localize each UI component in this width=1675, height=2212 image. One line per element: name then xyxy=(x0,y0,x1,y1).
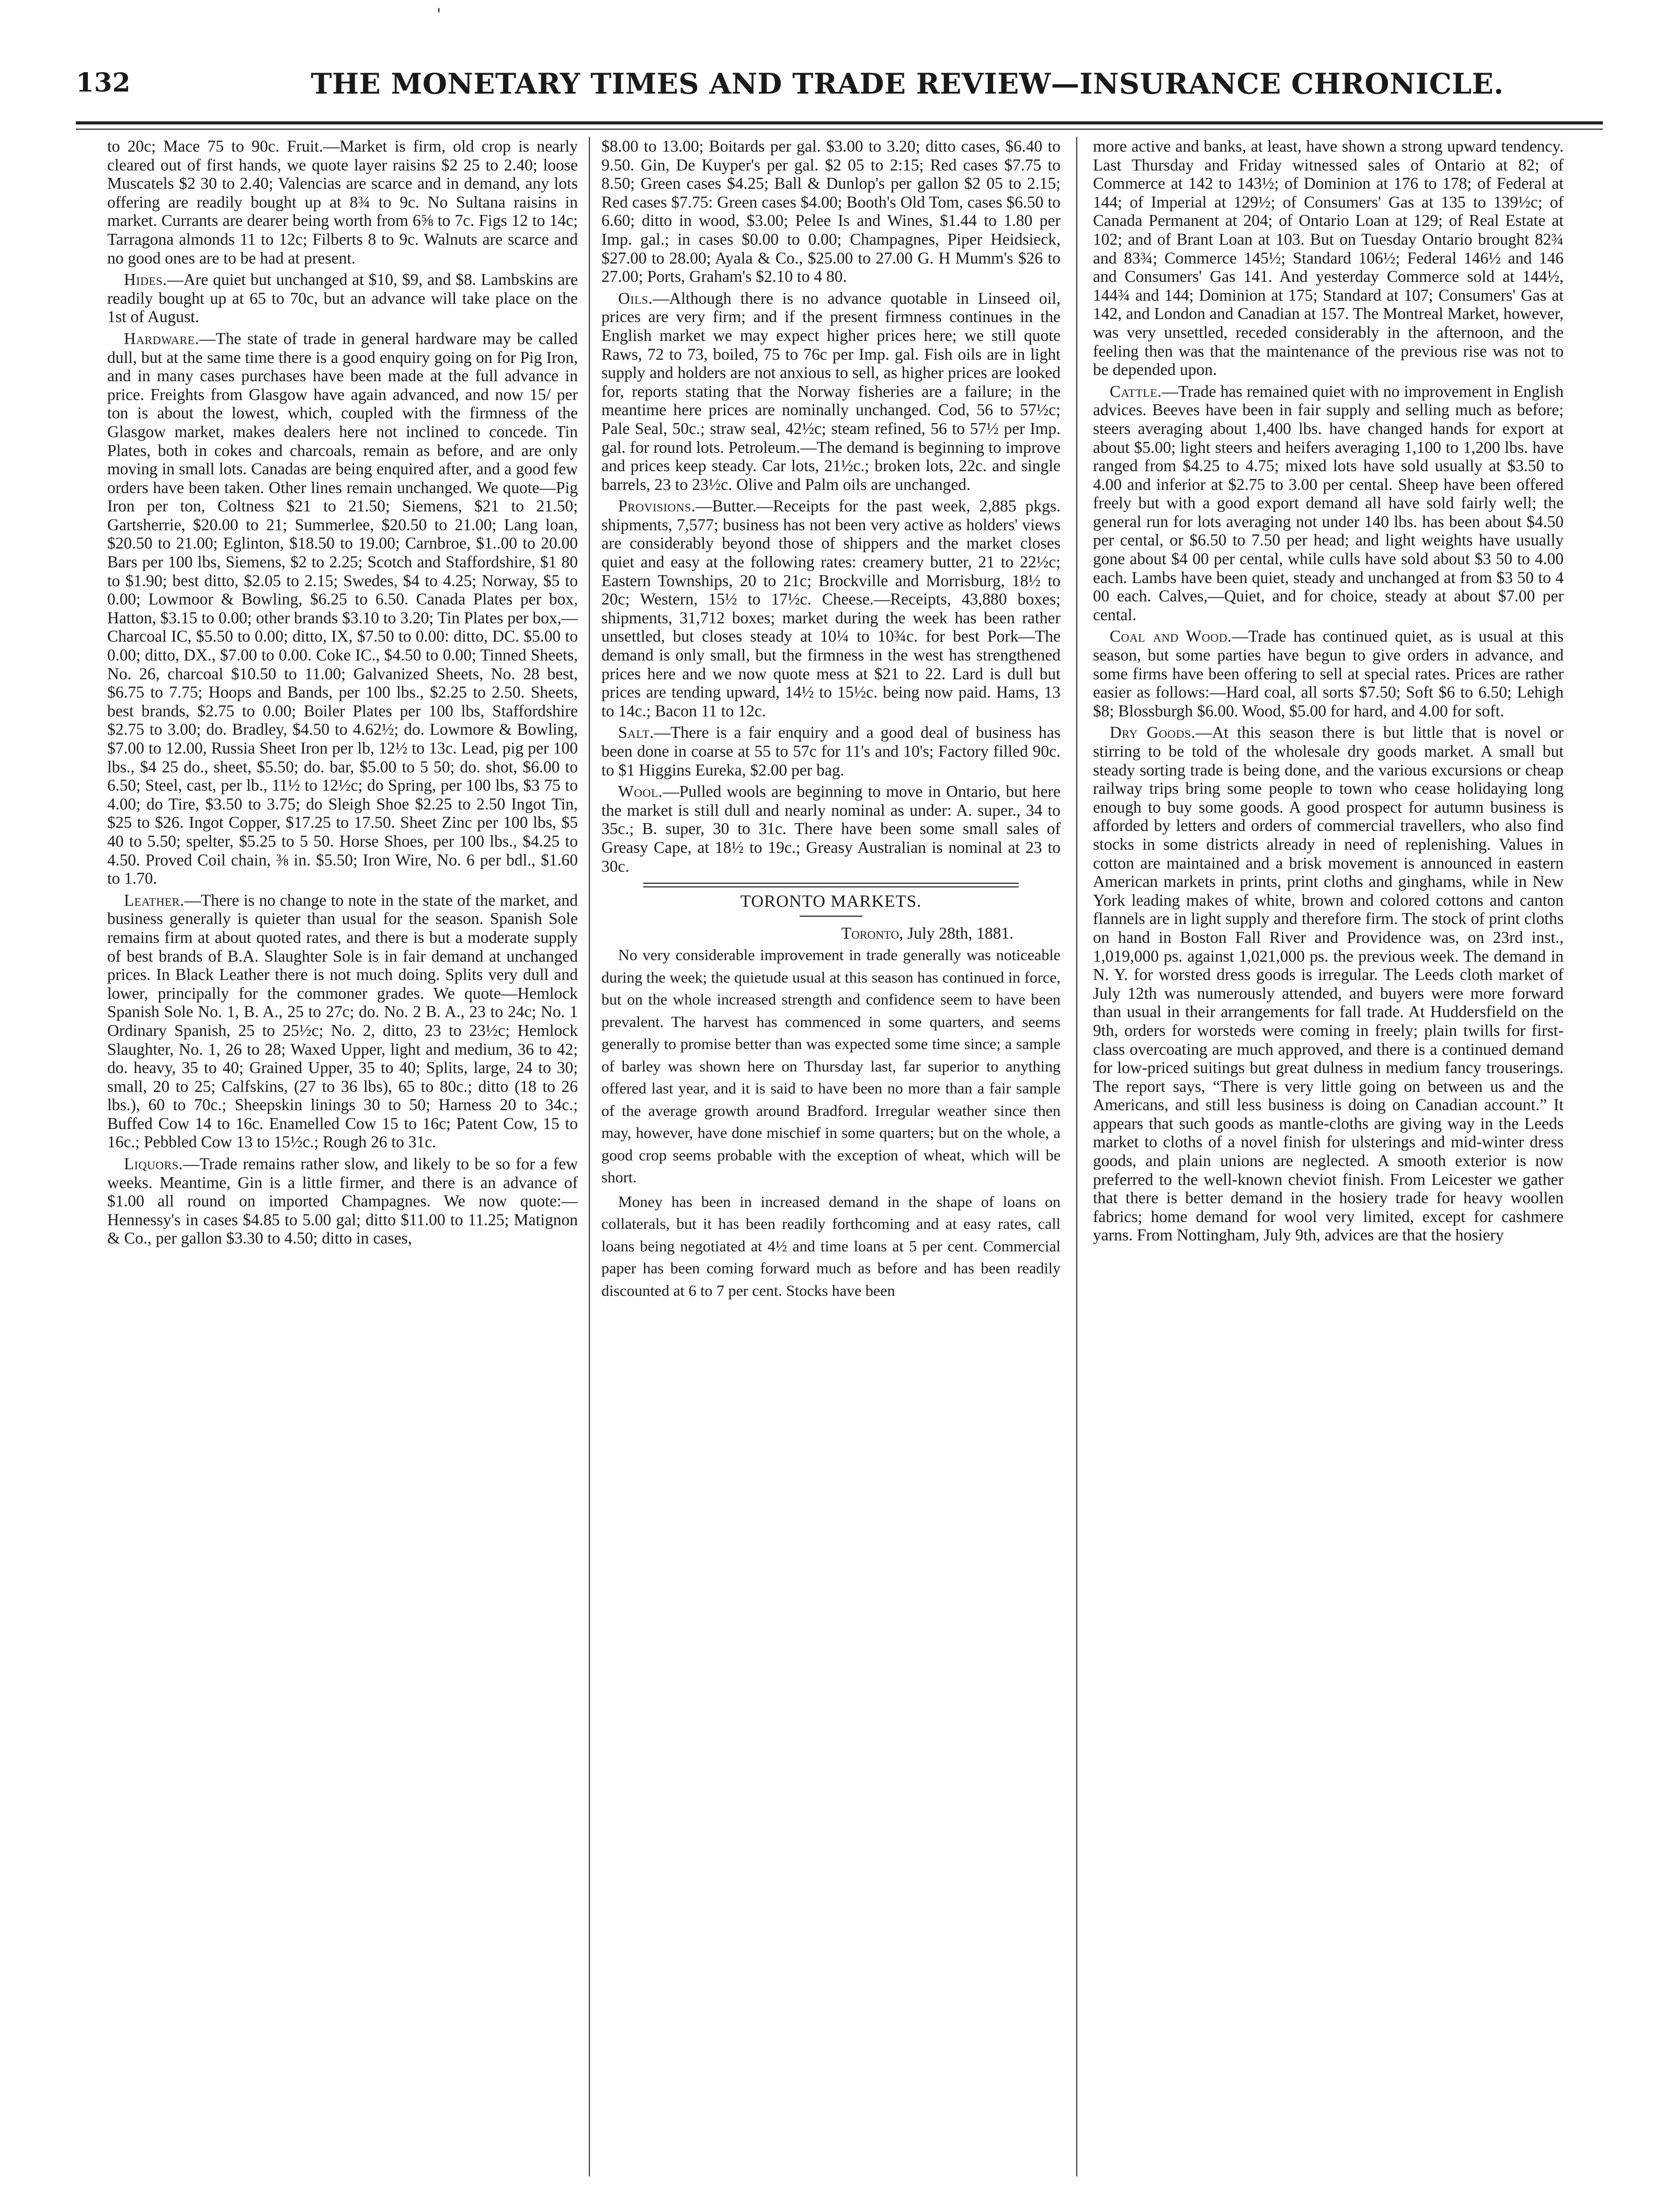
column-2 xyxy=(601,137,1061,2187)
page-number: 132 xyxy=(76,67,131,98)
running-title: THE MONETARY TIMES AND TRADE REVIEW—INSURANCE CHRONICLE. xyxy=(311,67,1504,100)
oils-text: —Although there is no advance quotable in Linseed oil, prices are very firm; and if the present firmness continues in the English market we may expect higher prices here; we still quote Raws, 72 to 73, boiled, 75 to 76c per Imp. gal. Fish oils are in light supply and holders are not anxious to sell, as higher prices are looked for, reports stating that the Norway fisheries are a failure; in the meantime here prices are nominally unchanged. Cod, 56 to 57½c; Pale Seal, 50c.; straw seal, 42½c; steam refined, 56 to 57½ per Imp. gal. for round lots. Petroleum.—The demand is beginning to improve and prices keep steady. Car lots, 21½c.; broken lots, 22c. and single barrels, 23 to 23½c. Olive and Palm oils are unchanged. xyxy=(601,289,1061,494)
hides-heading: Hides. xyxy=(124,270,167,289)
header-rule-thin xyxy=(76,129,1603,130)
header-rule-thick xyxy=(76,121,1603,124)
liquors-text: —Trade remains rather slow, and likely to be so for a few weeks. Meantime, Gin is a little firmer, and there is an advance of $1.00 all round on imported Champagnes. We now quote:—Hennessy's in cases $4.85 to 5.00 gal; ditto $11.00 to 11.25; Matignon & Co., per gallon $3.30 to 4.50; ditto in cases, xyxy=(107,1155,578,1248)
leather-heading: Leather. xyxy=(124,891,185,909)
hides-paragraph xyxy=(107,270,578,326)
wool-heading: Wool. xyxy=(618,782,663,801)
toronto-markets-body xyxy=(601,944,1061,1302)
salt-paragraph xyxy=(601,723,1061,779)
wool-text: —Pulled wools are beginning to move in Ontario, but here the market is still dull and nearly nominal as under: A. super., 34 to 35c.; B. super, 30 to 31c. There have been some small sales of Greasy Cape, at 18½ to 19c.; Greasy Australian is nominal at 23 to 30c. xyxy=(601,782,1061,875)
coal-wood-heading: Coal and Wood. xyxy=(1110,627,1232,646)
hardware-heading: Hardware. xyxy=(124,329,199,348)
section-divider xyxy=(643,883,1019,887)
salt-text: —There is a fair enquiry and a good deal of business has been done in coarse at 55 to 57c for 11's and 10's; Factory filled 90c. to $1 Higgins Eureka, $2.00 per bag. xyxy=(601,723,1061,779)
provisions-paragraph xyxy=(601,497,1061,720)
hardware-text: —The state of trade in general hardware may be called dull, but at the same time there is a good enquiry going on for Pig Iron, and in many cases purchases have been made at the full advance in price. Freights from Glasgow have again advanced, and now 15/ per ton is about the lowest, which, coupled with the firmness of the Glasgow market, makes dealers here not inclined to concede. Tin Plates, both in cokes and charcoals, remain as before, and are only moving in small lots. Canadas are being enquired after, and a good few orders have been taken. Other lines remain unchanged. We quote—Pig Iron per ton, Coltness $21 to 21.50; Siemens, $21 to 21.50; Gartsherrie, $20.00 to 21; Summerlee, $20.50 to 21.00; Lang loan, $20.50 to 21.00; Eglinton, $18.50 to 19.00; Carnbroe, $1..00 to 20.00 Bars per 100 lbs, Siemens, $2 to 2.25; Scotch and Staffordshire, $1 80 to $1.90; best ditto, $2.05 to 2.15; Swedes, $4 to 4.25; Norway, $5 to 0.00; Lowmoor & Bowling, $6.25 to 6.50. Canada Plates per box, Hatton, $3.15 to 0.00; other brands $3.10 to 3.20; Tin Plates per box,—Charcoal IC, $5.50 to 0.00; ditto, IX, $7.50 to 0.00: ditto, DC. $5.00 to 0.00; ditto, DX., $7.00 to 0.00. Coke IC., $4.50 to 0.00; Tinned Sheets, No. 26, charcoal $10.50 to 11.00; Galvanized Sheets, No. 28 best, $6.75 to 7.75; Hoops and Bands, per 100 lbs., $2.25 to 2.50. Sheets, best brands, $2.75 to 0.00; Boiler Plates per 100 lbs, Staffordshire $2.75 to 3.00; do. Bradley, $4.50 to 4.62½; do. Lowmore & Bowling, $7.00 to 12.00, Russia Sheet Iron per lb, 12½ to 13c. Lead, pig per 100 lbs., $4 25 do., sheet, $5.50; do. bar, $5.00 to 5 50; do. shot, $6.00 to 6.50; Steel, cast, per lb., 11½ to 12½c; do Spring, per 100 lbs, $3 75 to 4.00; do Tire, $3.50 to 3.75; do Sleigh Shoe $2.25 to 2.50 Ingot Tin, $25 to $26. Ingot Copper, $17.25 to 17.50. Sheet Zinc per 100 lbs, $5 40 to 5.50; spelter, $5.25 to 5 50. Horse Shoes, per 100 lbs., $4.25 to 4.50. Proved Coil chain, ⅜ in. $5.50; Iron Wire, No. 6 per bdl., $1.60 to 1.70. xyxy=(107,329,578,888)
coal-wood-paragraph xyxy=(1093,627,1564,720)
toronto-paragraph-2: Money has been in increased demand in the shape of loans on collaterals, but it has been readily forthcoming and at easy rates, call loans being negotiated at 4½ and time loans at 5 per cent. Commercial paper has been coming forward much as before and has been readily discounted at 6 to 7 per cent. Stocks have been xyxy=(601,1193,1061,1299)
coal-wood-text: —Trade has continued quiet, as is usual at this season, but some parties have begun to give orders in advance, and some firms have been offering to sell at special rates. Prices are rather easier as follows:—Hard coal, all sorts $7.50; Soft $6 to 6.50; Lehigh $8; Blossburgh $6.00. Wood, $5.00 for hard, and 4.00 for soft. xyxy=(1093,627,1564,720)
oils-paragraph xyxy=(601,289,1061,494)
dry-goods-paragraph xyxy=(1093,723,1564,1245)
provisions-text: —Butter.—Receipts for the past week, 2,885 pkgs. shipments, 7,577; business has not been very active as holders' views are considerably beyond those of shippers and the market closes quiet and easy at the following rates: creamery butter, 21 to 22½c; Eastern Townships, 20 to 21c; Brockville and Morrisburg, 18½ to 20c; Western, 15½ to 17½c. Cheese.—Receipts, 43,880 boxes; shipments, 31,712 boxes; market during the week has been rather unsettled, but closes steady at 10¼ to 10¾c. for best Pork—The demand is only small, but the firmness in the west has strengthened prices here and we now quote mess at $21 to 22. Lard is dull but prices are tending upward, 14½ to 15½c. being now paid. Hams, 13 to 14c.; Bacon 11 to 12c. xyxy=(601,497,1061,720)
dry-goods-heading: Dry Goods. xyxy=(1110,723,1196,742)
page-header xyxy=(76,67,1603,109)
salt-heading: Salt. xyxy=(618,723,654,742)
toronto-paragraph-1: No very considerable improvement in trade generally was noticeable during the week; the quietude usual at this season has continued in force, but on the whole increased strength and confidence seem to have been prevalent. The harvest has commenced in some quarters, and seems generally to promise better than was expected some time since; a sample of barley was shown here on Thursday last, far superior to anything offered last year, and it is said to have been no more than a fair sample of the average growth around Bradford. Irregular weather since then may, however, have done mischief in some quarters; but on the whole, a good crop seems probable with the exception of wheat, which will be short. xyxy=(601,947,1061,1187)
cattle-heading: Cattle. xyxy=(1110,382,1162,401)
hides-text: —Are quiet but unchanged at $10, $9, and $8. Lambskins are readily bought up at 65 to 70c, but an advance will take place on the 1st of August. xyxy=(107,270,578,326)
section-title-toronto-markets: TORONTO MARKETS. xyxy=(740,892,922,911)
cattle-text: —Trade has remained quiet with no improvement in English advices. Beeves have been in fair supply and selling much as before; steers averaging about 1,400 lbs. have changed hands for export at about $5.00; light steers and heifers averaging 1,100 to 1,200 lbs. have ranged from $4.25 to 4.75; mixed lots have sold usually at $3.50 to 4.00 and inferior at $2.75 to 3.00 per cental. Sheep have been offered freely but with a good export demand all have sold fairly well; the general run for lots averaging not under 140 lbs. has been about $4.50 per cental, or $6.50 to 7.50 per head; and light weights have usually gone about $4 00 per cental, while culls have sold about $3 50 to 4.00 each. Lambs have been quiet, steady and unchanged at from $3 50 to 4 00 each. Calves,—Quiet, and for choice, steady at about $7.00 per cental. xyxy=(1093,382,1564,624)
liquors-continued-paragraph: $8.00 to 13.00; Boitards per gal. $3.00 to 3.20; ditto cases, $6.40 to 9.50. Gin, De Kuyper's per gal. $2 05 to 2:15; Red cases $7.75 to 8.50; Green cases $4.25; Ball & Dunlop's per gallon $2 05 to 2.15; Red cases $7.75: Green cases $4.00; Booth's Old Tom, cases $6.50 to 6.60; ditto in wood, $3.00; Pelee Is and Wines, $1.44 to 1.80 per Imp. gal.; in cases $0.00 to 0.00; Champagnes, Piper Heidsieck, $27.00 to 28.00; Ayala & Co., $25.00 to 27.00 G. H Mumm's $26 to 27.00; Ports, Graham's $2.10 to 4 80. xyxy=(601,137,1061,286)
stocks-paragraph: more active and banks, at least, have shown a strong upward tendency. Last Thursday and Friday witnessed sales of Ontario at 82; of Commerce at 142 to 143½; of Dominion at 176 to 178; of Federal at 144; of Imperial at 129½; of Consumers' Gas at 135 to 139½c; of Canada Permanent at 204; of Ontario Loan at 129; of Real Estate at 102; and of Brant Loan at 103. But on Tuesday Ontario brought 82¾ and 83¾; Commerce 145½; Standard 106½; Federal 146½ and 146 and Consumers' Gas 141. And yesterday Commerce sold at 144½, 144¾ and 144; Dominion at 175; Standard at 107; Consumers' Gas at 142, and London and Canadian at 157. The Montreal Market, however, was very unsettled, receded considerably in the afternoon, and the feeling then was that the maintenance of the previous rise was not to be depended upon. xyxy=(1093,137,1564,379)
column-divider-1 xyxy=(589,137,590,2176)
dateline xyxy=(601,924,1061,943)
dry-goods-text: —At this season there is but little that is novel or stirring to be told of the wholesale dry goods market. A small but steady sorting trade is being done, and the various excursions or cheap railway trips bring some people to town who cease holidaying long enough to buy some goods. A good prospect for autumn business is afforded by letters and orders of commercial travellers, who also find stocks in some districts already in need of replenishing. Values in cotton are maintained and a brisk movement is announced in eastern American markets in prints, print cloths and ginghams, while in New York leading makes of white, brown and colored cottons and canton flannels are in light supply and therefore firm. The stock of print cloths on hand in Boston Fall River and Providence was, on 23rd inst., 1,019,000 ps. against 1,021,000 ps. the previous week. The demand in N. Y. for worsted dress goods is irregular. The Leeds cloth market of July 12th was numerously attended, and buyers were more forward than usual in their arrangements for fall trade. At Huddersfield on the 9th, orders for worsteds were coming in freely; plain twills for first-class overcoating are much approved, and there is a continued demand for low-priced suitings but great dulness in medium fancy trouserings. The report says, “There is very little going on between us and the Americans, and still less business is doing on Canadian account.” It appears that such goods as mantle-cloths are giving way in the Leeds market to cloths of a novel finish for ulsterings and mid-winter dress goods, and plain unions are neglected. A smooth exterior is now preferred to the well-known cheviot finish. From Leicester we gather that there is better demand in the hosiery trade for heavy woollen fabrics; home demand for wool very limited, except for cashmere yarns. From Nottingham, July 9th, advices are that the hosiery xyxy=(1093,723,1564,1245)
fruit-paragraph: to 20c; Mace 75 to 90c. Fruit.—Market is firm, old crop is nearly cleared out of first hands, we quote layer raisins $2 25 to 2.40; loose Muscatels $2 30 to 2.40; Valencias are scarce and in demand, any lots offering are readily bought up at 8¾ to 9c. No Sultana raisins in market. Currants are dearer being worth from 6⅝ to 7c. Figs 12 to 14c; Tarragona almonds 11 to 12c; Filberts 8 to 9c. Walnuts are scarce and no good ones are to be had at present. xyxy=(107,137,578,267)
wool-paragraph xyxy=(601,782,1061,875)
hardware-paragraph xyxy=(107,329,578,888)
column-divider-2 xyxy=(1076,137,1077,2176)
stray-mark: ' xyxy=(437,5,441,24)
column-1 xyxy=(107,137,578,2187)
dateline-date: July 28th, 1881. xyxy=(907,923,1013,942)
column-3 xyxy=(1093,137,1564,2187)
leather-paragraph xyxy=(107,891,578,1151)
liquors-heading: Liquors. xyxy=(124,1155,184,1173)
oils-heading: Oils. xyxy=(618,289,653,307)
leather-text: —There is no change to note in the state of the market, and business generally is quieter than usual for the season. Spanish Sole remains firm at about quoted rates, and there is but a moderate supply of best brands of B.A. Slaughter Sole is in fair demand at unchanged prices. In Black Leather there is not much doing. Splits very dull and lower, principally for the commoner grades. We quote—Hemlock Spanish Sole No. 1, B. A., 25 to 27c; do. No. 2 B. A., 23 to 24c; No. 1 Ordinary Spanish, 25 to 25½c; No. 2, ditto, 23 to 23½c; Hemlock Slaughter, No. 1, 26 to 28; Waxed Upper, light and medium, 36 to 42; do. heavy, 35 to 40; Grained Upper, 35 to 40; Splits, large, 24 to 30; small, 20 to 25; Calfskins, (27 to 36 lbs), 65 to 80c.; ditto (18 to 26 lbs.), 60 to 70c.; Sheepskin linings 30 to 50; Harness 20 to 34c.; Buffed Cow 14 to 16c. Enamelled Cow 15 to 16c; Patent Cow, 15 to 16c.; Pebbled Cow 13 to 15½c.; Rough 26 to 31c. xyxy=(107,891,578,1151)
title-underline xyxy=(800,916,862,917)
provisions-heading: Provisions. xyxy=(618,497,696,516)
dateline-place: Toronto, xyxy=(841,923,904,942)
cattle-paragraph xyxy=(1093,382,1564,624)
liquors-paragraph xyxy=(107,1155,578,1248)
